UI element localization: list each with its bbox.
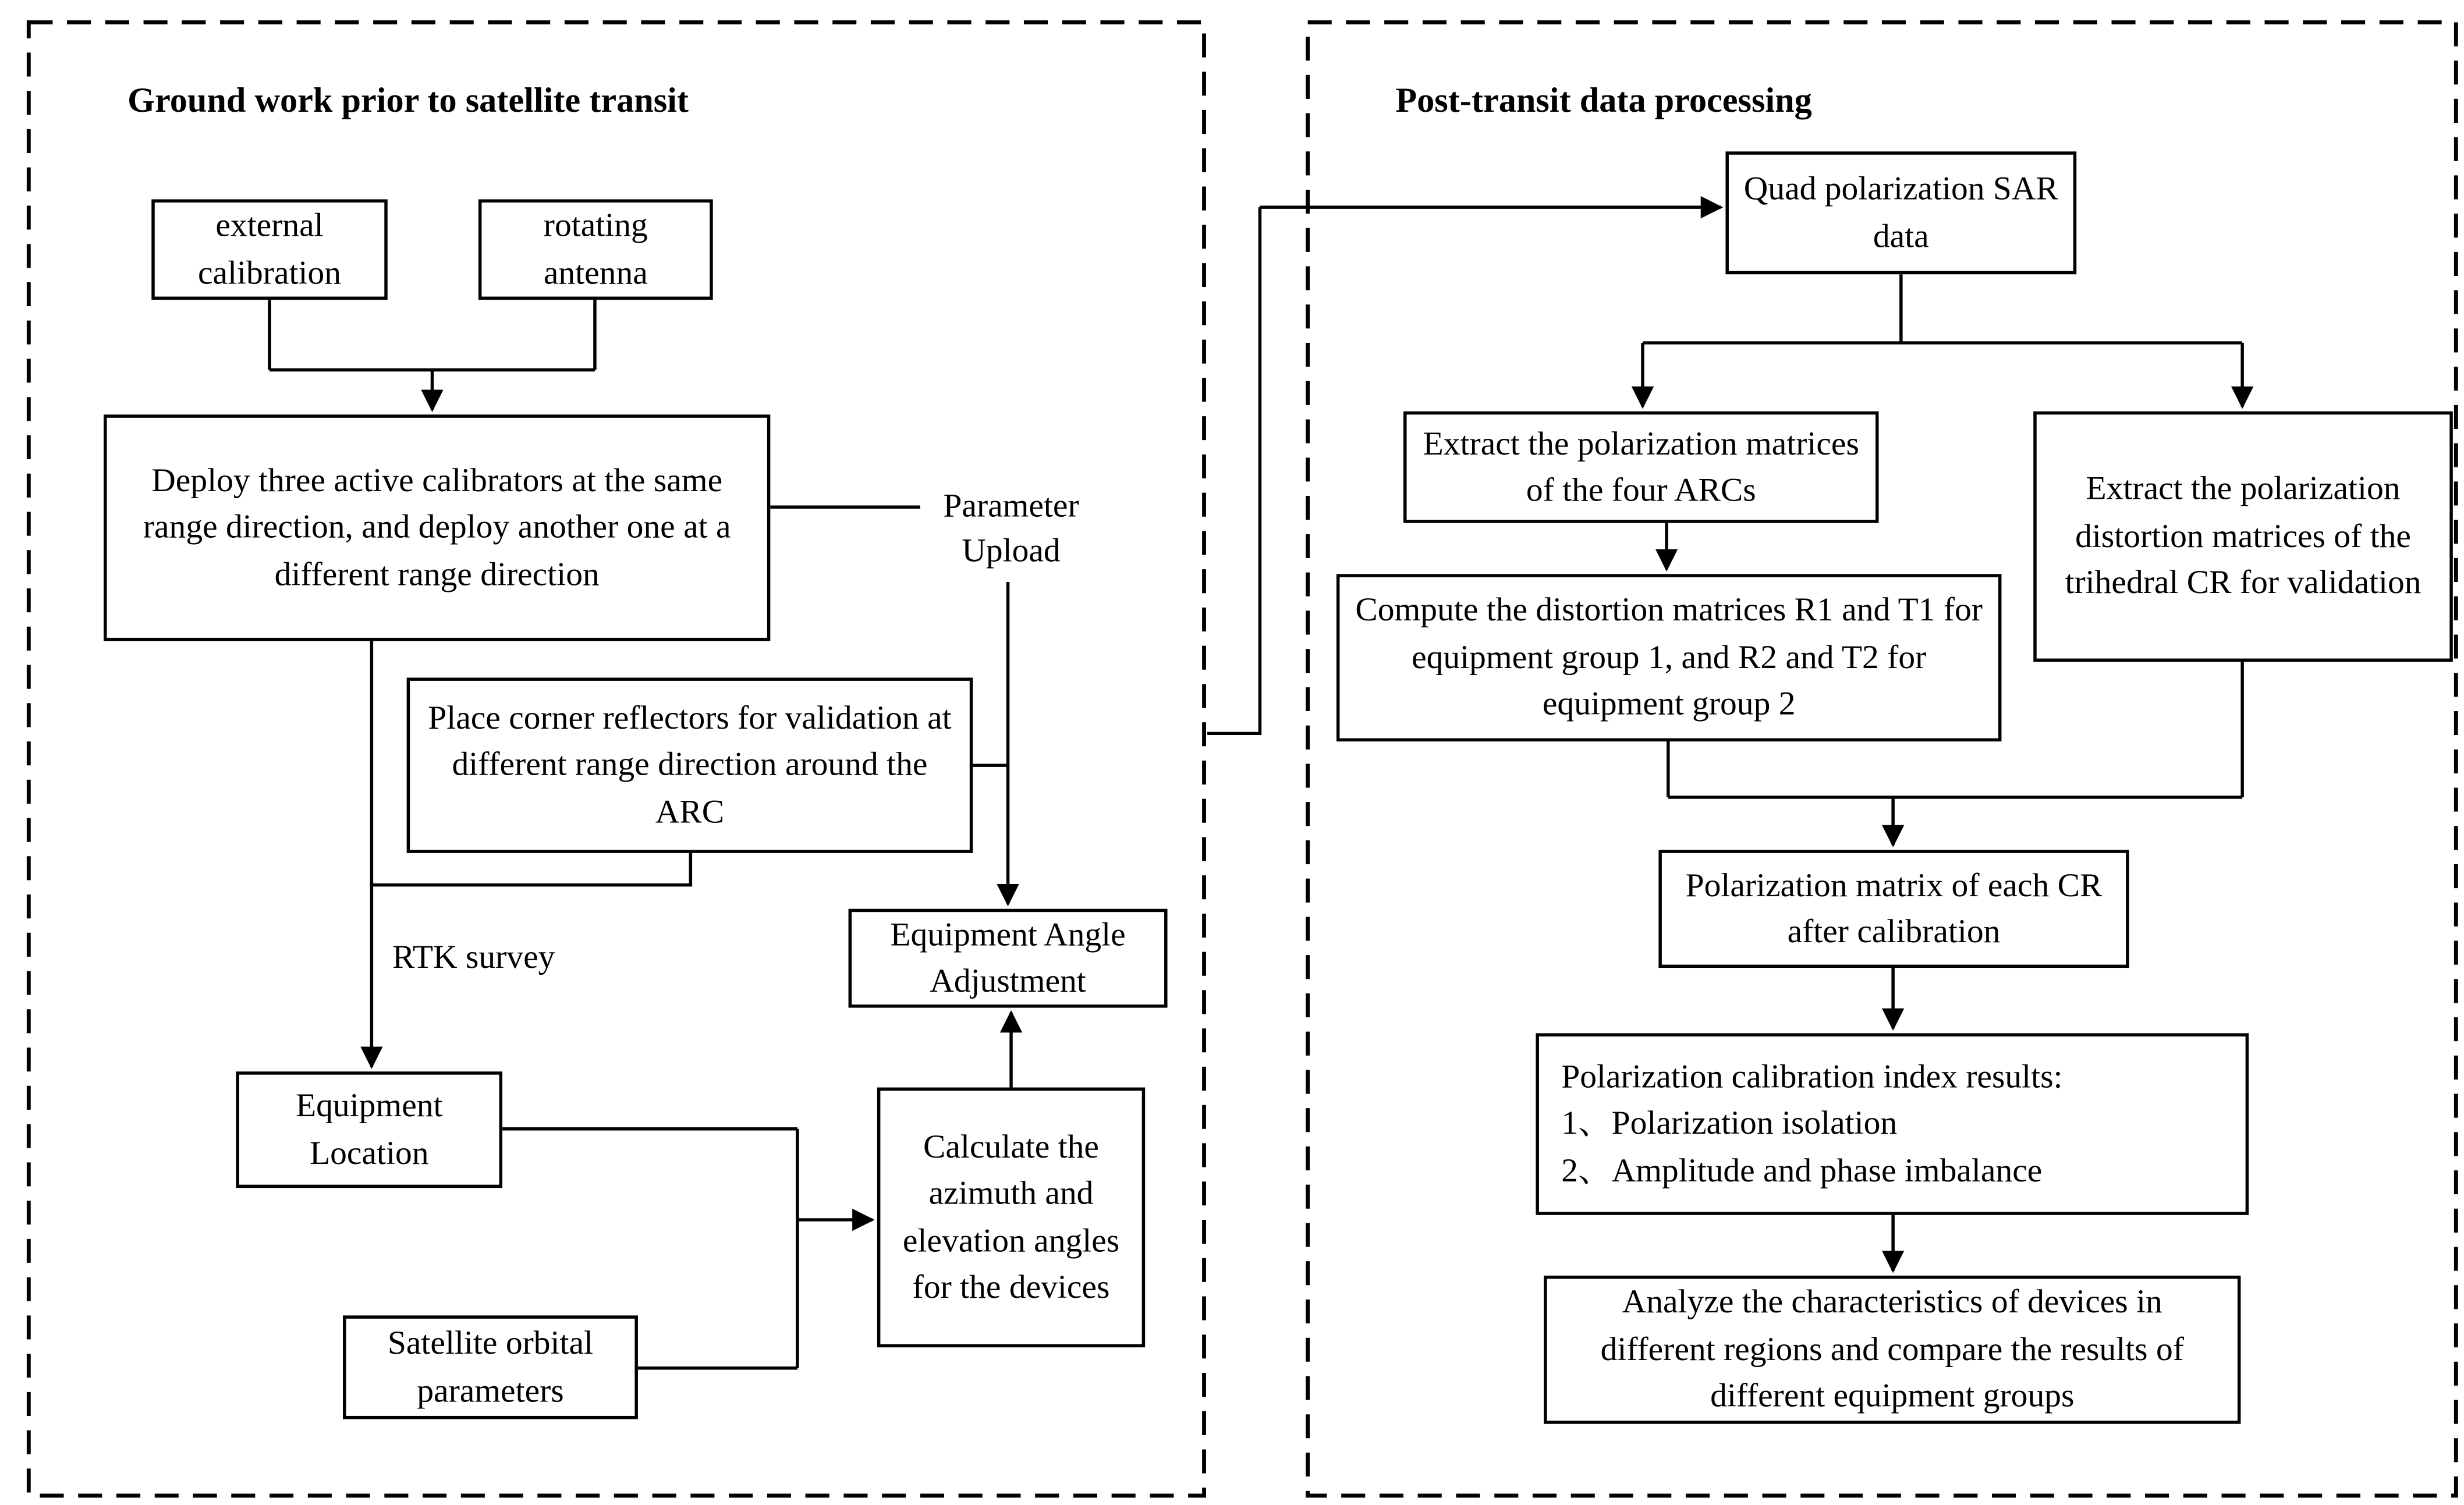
- calculate-angles-label: Calculate the azimuth and elevation angles for the devices: [902, 1127, 1120, 1306]
- deploy-calibrators-label: Deploy three active calibrators at the same range direction, and deploy another one at a different range direction: [143, 460, 731, 593]
- calculate-angles-box: [877, 1088, 1145, 1348]
- place-corner-reflectors-label: Place corner reflectors for validation at different range direction around the ARC: [428, 698, 952, 830]
- external-calibration-label: external calibration: [197, 205, 342, 292]
- place-corner-reflectors-box: [407, 677, 973, 853]
- rotating-antenna-box: [478, 199, 713, 300]
- parameter-upload-label: Parameter Upload: [943, 486, 1079, 570]
- satellite-orbital-parameters-box: [343, 1315, 638, 1419]
- polarization-matrix-label: Polarization matrix of each CR after calibration: [1685, 865, 2103, 950]
- equipment-location-label: Equipment Location: [296, 1086, 443, 1172]
- post-transit-panel-title: Post-transit data processing: [1395, 79, 1812, 120]
- extract-arc-matrices-box: [1403, 411, 1878, 523]
- quad-sar-data-box: [1725, 151, 2076, 274]
- index-results-item-imbalance: 2、Amplitude and phase imbalance: [1561, 1151, 2043, 1190]
- polarization-matrix-box: [1658, 850, 2129, 968]
- compute-distortion-box: [1336, 574, 2001, 741]
- satellite-orbital-parameters-label: Satellite orbital parameters: [387, 1323, 594, 1409]
- equipment-angle-adjustment-label: Equipment Angle Adjustment: [890, 914, 1126, 1000]
- equipment-angle-adjustment-box: [849, 909, 1168, 1008]
- deploy-calibrators-box: [104, 414, 770, 641]
- rtk-survey-label: RTK survey: [392, 938, 555, 976]
- analyze-label: Analyze the characteristics of devices in different regions and compare the results of different equipment groups: [1600, 1282, 2184, 1415]
- index-results-title: Polarization calibration index results:: [1561, 1057, 2063, 1095]
- index-results-item-isolation: 1、Polarization isolation: [1561, 1103, 1898, 1142]
- ground-work-panel-title: Ground work prior to satellite transit: [127, 79, 689, 120]
- analyze-box: [1544, 1276, 2240, 1424]
- compute-distortion-label: Compute the distortion matrices R1 and T1 for equipment group 1, and R2 and T2 for equipment group 2: [1355, 590, 1983, 723]
- index-results-box: [1536, 1033, 2249, 1215]
- equipment-location-box: [236, 1071, 502, 1188]
- extract-arc-matrices-label: Extract the polarization matrices of the four ARCs: [1423, 423, 1859, 509]
- external-calibration-box: [151, 199, 387, 300]
- extract-cr-matrices-label: Extract the polarization distortion matrices of the trihedral CR for validation: [2065, 469, 2422, 602]
- rotating-antenna-label: rotating antenna: [543, 205, 648, 292]
- quad-sar-data-label: Quad polarization SAR data: [1743, 169, 2058, 254]
- extract-cr-matrices-box: [2033, 411, 2453, 662]
